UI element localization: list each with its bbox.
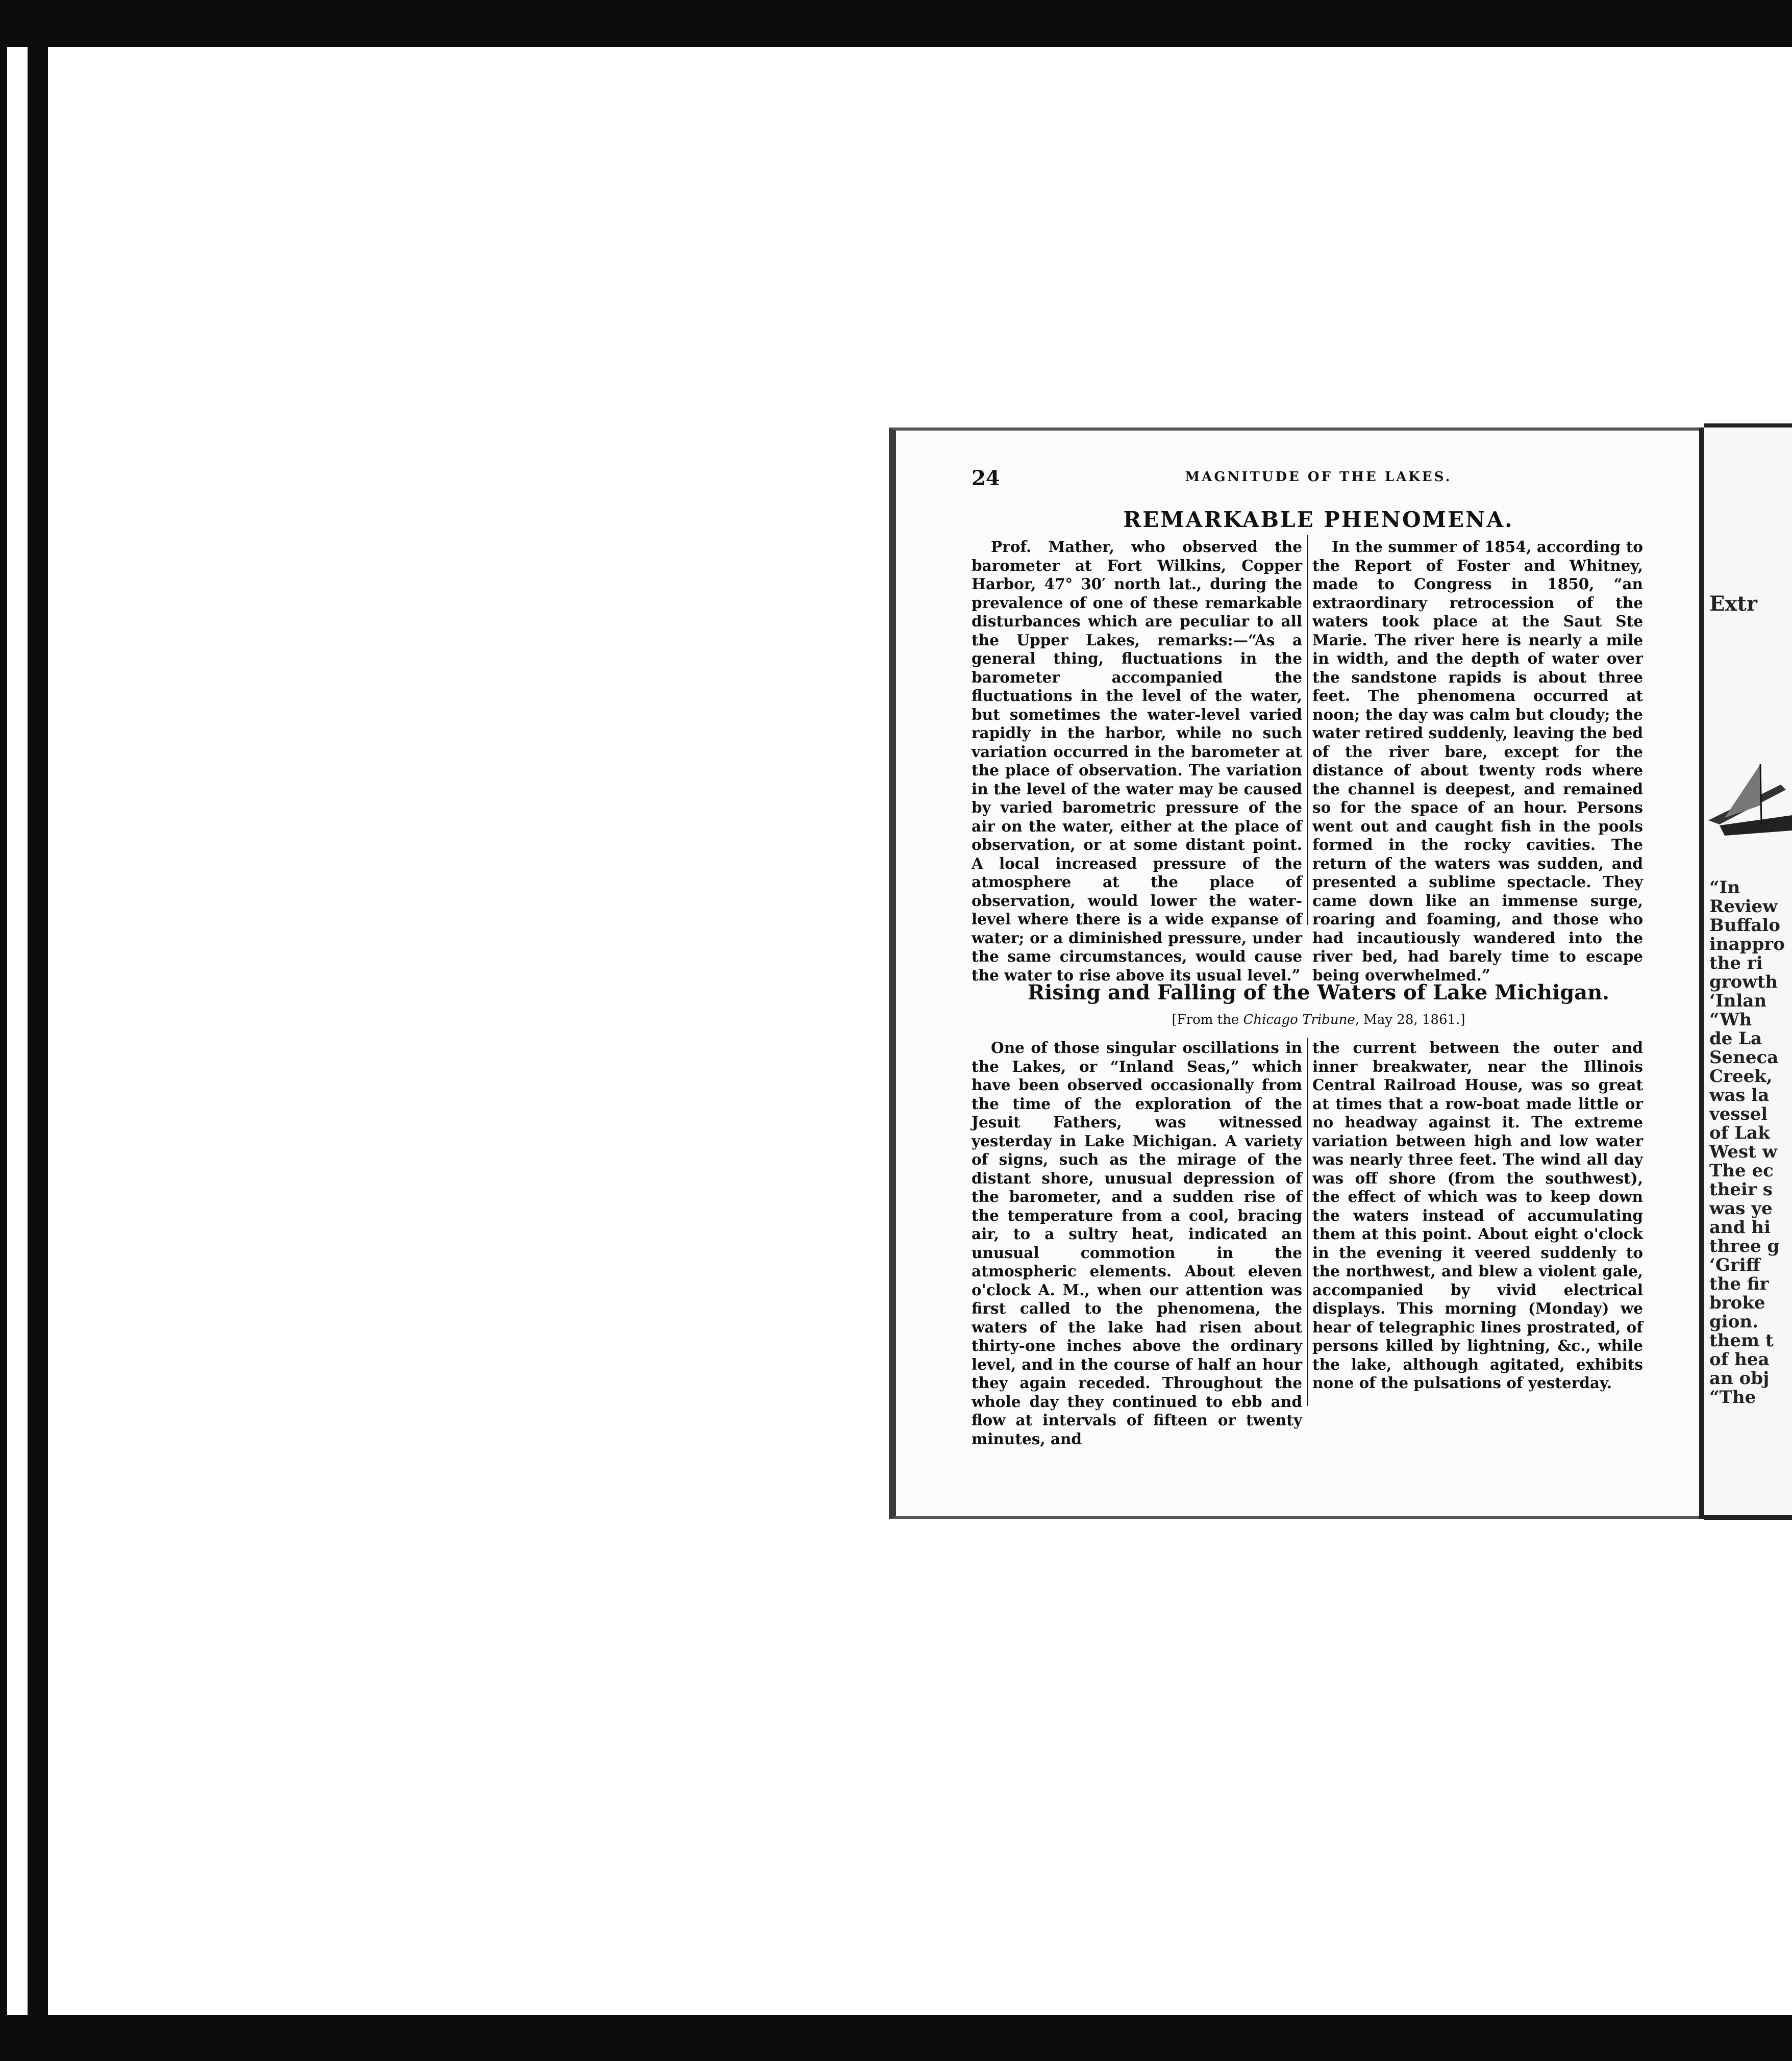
facing-page-line: West w <box>1709 1142 1777 1162</box>
book-page <box>889 428 1705 1519</box>
facing-page-line: broke <box>1709 1293 1765 1313</box>
facing-page-fragment <box>1704 423 1792 1520</box>
facing-page-line: growth <box>1709 972 1778 992</box>
facing-page-line: “Wh <box>1709 1010 1752 1030</box>
article1-paragraph-2: In the summer of 1854, according to the Report of Foster and Whitney, made to Congress in 1850, “an extraordinary retrocession of the waters took place at the Saut Ste Marie. The river here is nearly a mile in width, and the depth of water over the sandstone rapids is about three feet. The phenomena occurred at noon; the day was calm but cloudy; the water retired suddenly, leaving the bed of the river bare, except for the distance of about twenty rods where the channel is deepest, and remained so for the space of an hour. Persons went out and caught fish in the pools formed in the rocky cavities. The return of the waters was sudden, and presented a sublime spectacle. They came down like an immense surge, roaring and foaming, and those who had incautiously wandered into the river bed, had barely time to escape being overwhelmed.” <box>1312 538 1643 984</box>
facing-page-line: Buffalo <box>1709 915 1780 936</box>
column-divider <box>1307 535 1308 925</box>
facing-page-line: and hi <box>1709 1217 1771 1238</box>
ship-illustration <box>1704 754 1792 841</box>
facing-page-line: de La <box>1709 1028 1762 1049</box>
facing-page-line: Seneca <box>1709 1047 1779 1068</box>
article2-paragraph-1: One of those singular oscillations in the Lakes, or “Inland Seas,” which have been observed occasionally from the time of the exploration of the Jesuit Fathers, was witnessed yesterday in Lake Michigan. A variety of signs, such as the mirage of the distant shore, unusual depression of the barometer, and a sudden rise of the temperature from a cool, bracing air, to a sultry heat, indicated an unusual commotion in the atmospheric elements. About eleven o'clock A. M., when our attention was first called to the phenomena, the waters of the lake had risen about thirty-one inches above the ordinary level, and in the course of half an hour they again receded. Throughout the whole day they continued to ebb and flow at intervals of fifteen or twenty minutes, and <box>972 1039 1302 1448</box>
scan-border-bottom <box>0 2015 1792 2061</box>
facing-page-line: of Lak <box>1709 1123 1770 1143</box>
facing-page-line: “The <box>1709 1387 1756 1407</box>
facing-page-line: ‘Griff <box>1709 1255 1760 1275</box>
source-prefix: [From the <box>1172 1012 1243 1027</box>
scan-edge-strip <box>7 47 28 2015</box>
facing-page-line: vessel <box>1709 1104 1768 1124</box>
facing-page-line: their s <box>1709 1179 1773 1200</box>
facing-page-line: of hea <box>1709 1349 1770 1370</box>
article2-column-1 <box>972 1039 1302 1448</box>
facing-page-line: an obj <box>1709 1368 1770 1389</box>
facing-page-line: gion. <box>1709 1312 1758 1332</box>
facing-page-line: The ec <box>1709 1161 1774 1181</box>
article-title-lake-michigan: Rising and Falling of the Waters of Lake Michigan. <box>1027 981 1610 1004</box>
book-spine <box>1699 428 1704 1519</box>
article2-column-2 <box>1312 1039 1643 1393</box>
facing-page-line: three g <box>1709 1236 1780 1256</box>
facing-page-heading: Extr <box>1709 592 1757 616</box>
facing-page-line: Creek, <box>1709 1066 1773 1087</box>
facing-page-line: was la <box>1709 1085 1770 1105</box>
facing-page-line: ‘Inlan <box>1709 991 1767 1011</box>
facing-page-line: “In <box>1709 877 1740 898</box>
facing-page-line: Review <box>1709 896 1778 917</box>
article-source-line <box>972 1012 1665 1027</box>
article-title-remarkable-phenomena: REMARKABLE PHENOMENA. <box>1123 507 1514 532</box>
source-paper-name: Chicago Tribune <box>1243 1012 1355 1027</box>
running-title: MAGNITUDE OF THE LAKES. <box>1185 469 1452 485</box>
facing-page-line: the ri <box>1709 953 1763 973</box>
running-head <box>972 466 1665 492</box>
scan-border-top <box>0 0 1792 47</box>
facing-page-line: was ye <box>1709 1198 1773 1219</box>
facing-page-line: inappro <box>1709 934 1785 954</box>
article1-column-2 <box>1312 538 1643 985</box>
column-divider <box>1307 1038 1308 1406</box>
facing-page-line: the fir <box>1709 1274 1769 1294</box>
article2-paragraph-2: the current between the outer and inner breakwater, near the Illinois Central Railroad House, was so great at times that a row-boat made little or no headway against it. The extreme variation between high and low water was nearly three feet. The wind all day was off shore (from the southwest), the effect of which was to keep down the waters instead of accumulating them at this point. About eight o'clock in the evening it veered suddenly to the northwest, and blew a violent gale, accompanied by vivid electrical displays. This morning (Monday) we hear of telegraphic lines prostrated, of persons killed by lightning, &c., while the lake, although agitated, exhibits none of the pulsations of yesterday. <box>1312 1039 1643 1392</box>
article1-paragraph-1: Prof. Mather, who observed the barometer at Fort Wilkins, Copper Harbor, 47° 30′ north lat., during the prevalence of one of these remarkable disturbances which are peculiar to all the Upper Lakes, remarks:—“As a general thing, fluctuations in the barometer accompanied the fluctuations in the level of the water, but sometimes the water-level varied rapidly in the harbor, while no such variation occurred in the barometer at the place of observation. The variation in the level of the water may be caused by varied barometric pressure of the air on the water, either at the place of observation, or at some distant point. A local increased pressure of the atmosphere at the place of observation, would lower the water-level where there is a wide expanse of water; or a diminished pressure, under the same circumstances, would cause the water to rise above its usual level.” <box>972 538 1302 984</box>
page-number: 24 <box>972 466 1000 490</box>
article1-column-1 <box>972 538 1302 985</box>
source-date: , May 28, 1861.] <box>1355 1012 1465 1027</box>
facing-page-line: them t <box>1709 1330 1774 1351</box>
